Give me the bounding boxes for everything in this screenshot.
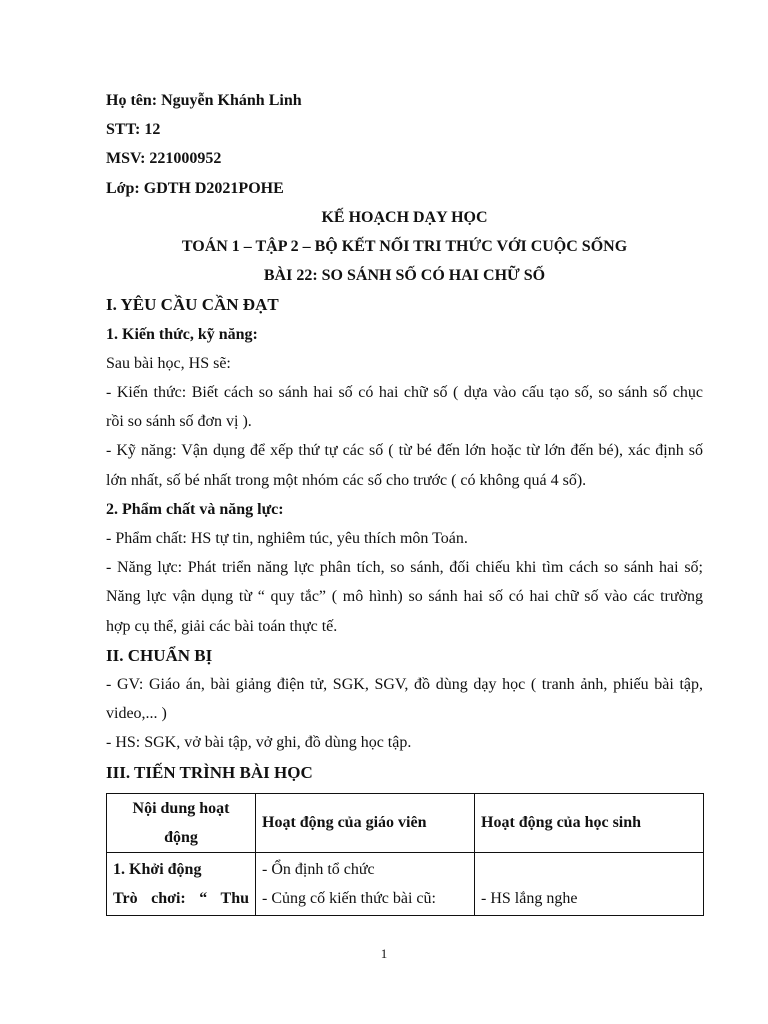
row-1-student	[475, 852, 704, 915]
table-header-row	[107, 793, 704, 852]
section-1-heading: I. YÊU CẦU CẦN ĐẠT	[106, 295, 279, 315]
row-1-content-line-1: 1. Khởi động	[113, 860, 202, 878]
quality-line: - Phẩm chất: HS tự tin, nghiêm túc, yêu thích môn Toán.	[106, 530, 468, 548]
skill-line-1: - Kỹ năng: Vận dụng để xếp thứ tự các số ( từ bé đến lớn hoặc từ lớn đến bé), xác định số	[106, 442, 703, 460]
row-1-student-line-2: - HS lắng nghe	[481, 889, 578, 907]
section-2-heading: II. CHUẨN BỊ	[106, 645, 213, 665]
header-student: Hoạt động của học sinh	[475, 793, 704, 852]
ability-line-1: - Năng lực: Phát triển năng lực phân tích, so sánh, đối chiếu khi tìm cách so sánh hai số;	[106, 559, 703, 577]
row-1-teacher-line-2: - Củng cố kiến thức bài cũ:	[262, 889, 436, 907]
student-class: Lớp: GDTH D2021POHE	[106, 179, 284, 197]
header-content-line-2: động	[164, 828, 198, 846]
page-number: 1	[380, 946, 388, 961]
section-1-sub-2: 2. Phẩm chất và năng lực:	[106, 500, 284, 518]
knowledge-line-2: rồi so sánh số đơn vị ).	[106, 413, 252, 431]
lesson-title: BÀI 22: SO SÁNH SỐ CÓ HAI CHỮ SỐ	[263, 267, 546, 285]
header-content-line-1: Nội dung hoạt	[132, 799, 230, 817]
row-1-teacher	[256, 852, 475, 915]
row-1-student-line-1	[481, 855, 697, 884]
plan-title: KẾ HOẠCH DẠY HỌC	[321, 208, 488, 226]
header-content	[107, 793, 256, 852]
section-3-heading: III. TIẾN TRÌNH BÀI HỌC	[106, 762, 313, 782]
skill-line-2: lớn nhất, số bé nhất trong một nhóm các số cho trước ( có không quá 4 số).	[106, 471, 587, 489]
row-1-teacher-line-1: - Ổn định tổ chức	[262, 860, 375, 878]
knowledge-line-1: - Kiến thức: Biết cách so sánh hai số có hai chữ số ( dựa vào cấu tạo số, so sánh số chục	[106, 384, 703, 402]
student-msv: MSV: 221000952	[106, 150, 222, 168]
table-row	[107, 852, 704, 915]
row-1-content	[107, 852, 256, 915]
row-1-content-line-2: Trò chơi: “ Thu	[113, 889, 249, 907]
student-stt: STT: 12	[106, 121, 161, 139]
section-1-sub-1: 1. Kiến thức, kỹ năng:	[106, 325, 258, 343]
document-page	[106, 86, 703, 916]
header-teacher: Hoạt động của giáo viên	[256, 793, 475, 852]
student-name: Họ tên: Nguyễn Khánh Linh	[106, 92, 302, 109]
gv-line-1: - GV: Giáo án, bài giảng điện tử, SGK, SGV, đồ dùng dạy học ( tranh ảnh, phiếu bài tập,	[106, 676, 703, 694]
hs-line: - HS: SGK, vở bài tập, vở ghi, đồ dùng học tập.	[106, 734, 412, 752]
gv-line-2: video,... )	[106, 705, 167, 723]
ability-line-2: Năng lực vận dụng từ “ quy tắc” ( mô hình) so sánh hai số có hai chữ số vào các trường	[106, 588, 703, 606]
lesson-plan-table	[106, 793, 704, 916]
section-1-intro: Sau bài học, HS sẽ:	[106, 354, 231, 372]
course-title: TOÁN 1 – TẬP 2 – BỘ KẾT NỐI TRI THỨC VỚI CUỘC SỐNG	[181, 238, 628, 256]
ability-line-3: hợp cụ thể, giải các bài toán thực tế.	[106, 617, 338, 635]
